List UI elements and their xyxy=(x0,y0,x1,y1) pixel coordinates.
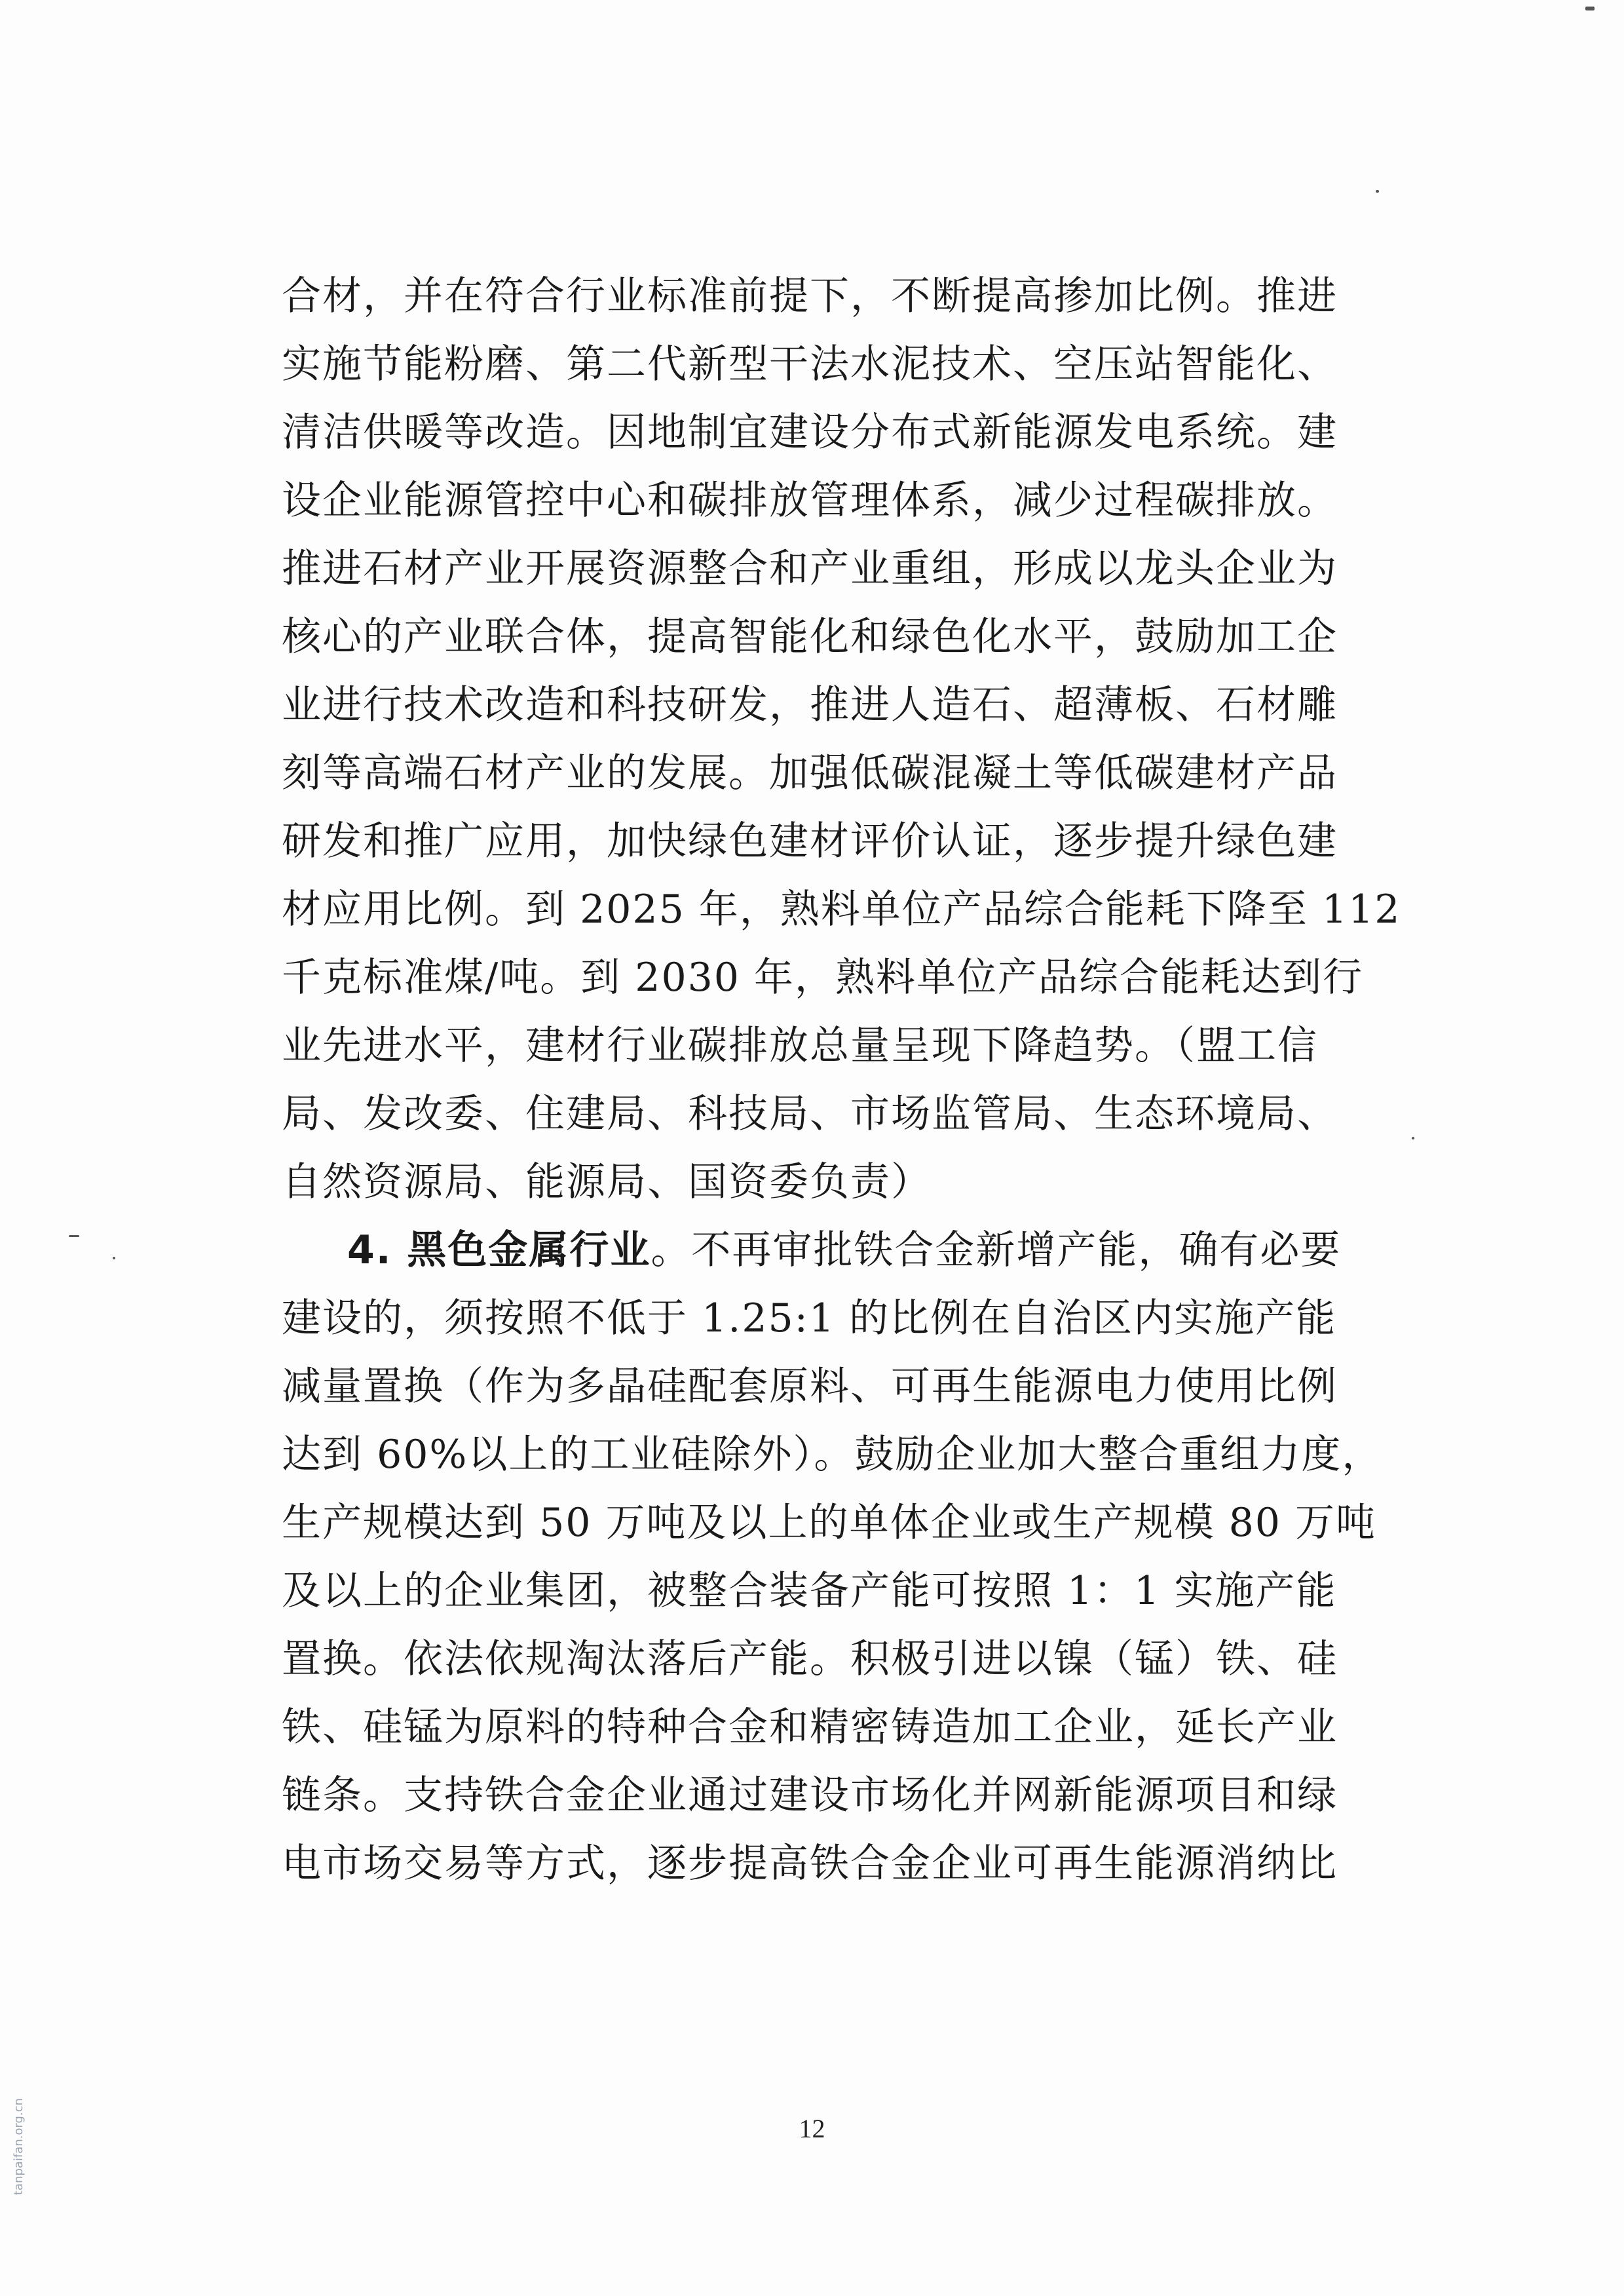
text-line: 及以上的企业集团，被整合装备产能可按照 1：1 实施产能 xyxy=(282,1568,1337,1614)
text-line: 建设的，须按照不低于 1.25:1 的比例在自治区内实施产能 xyxy=(282,1295,1337,1341)
text-line: 自然资源局、能源局、国资委负责） xyxy=(282,1159,932,1205)
text-line: 设企业能源管控中心和碳排放管理体系，减少过程碳排放。 xyxy=(282,478,1338,524)
text-line: 研发和推广应用，加快绿色建材评价认证，逐步提升绿色建 xyxy=(282,818,1338,864)
text-line: 清洁供暖等改造。因地制宜建设分布式新能源发电系统。建 xyxy=(282,410,1338,455)
section-heading-line xyxy=(282,1216,1382,1284)
text-line: 电市场交易等方式，逐步提高铁合金企业可再生能源消纳比 xyxy=(282,1841,1338,1886)
text-line: 置换。依法依规淘汰落后产能。积极引进以镍（锰）铁、硅 xyxy=(282,1636,1338,1682)
text-line: 合材，并在符合行业标准前提下，不断提高掺加比例。推进 xyxy=(282,273,1338,319)
scan-speck xyxy=(1376,190,1379,193)
section-heading-rest: 。不再审批铁合金新增产能，确有必要 xyxy=(651,1227,1342,1273)
section-heading: 4. 黑色金属行业 xyxy=(347,1227,651,1273)
scan-speck xyxy=(1412,1137,1414,1139)
scan-speck xyxy=(113,1257,115,1259)
text-line: 实施节能粉磨、第二代新型干法水泥技术、空压站智能化、 xyxy=(282,341,1338,387)
text-line: 材应用比例。到 2025 年，熟料单位产品综合能耗下降至 112 xyxy=(282,887,1401,932)
text-line: 生产规模达到 50 万吨及以上的单体企业或生产规模 80 万吨 xyxy=(282,1500,1376,1546)
text-line: 铁、硅锰为原料的特种合金和精密铸造加工企业，延长产业 xyxy=(282,1704,1338,1750)
text-line: 业先进水平，建材行业碳排放总量呈现下降趋势。（盟工信 xyxy=(282,1023,1318,1069)
text-line: 达到 60%以上的工业硅除外）。鼓励企业加大整合重组力度， xyxy=(282,1432,1383,1478)
watermark: tanpaifan.org.cn xyxy=(12,2098,26,2195)
body-text xyxy=(282,262,1401,1898)
text-line: 业进行技术改造和科技研发，推进人造石、超薄板、石材雕 xyxy=(282,682,1338,728)
scan-speck xyxy=(69,1235,79,1237)
text-line: 减量置换（作为多晶硅配套原料、可再生能源电力使用比例 xyxy=(282,1364,1338,1409)
text-line: 刻等高端石材产业的发展。加强低碳混凝土等低碳建材产品 xyxy=(282,750,1338,796)
text-line: 局、发改委、住建局、科技局、市场监管局、生态环境局、 xyxy=(282,1091,1338,1137)
page-number: 12 xyxy=(799,2114,825,2143)
text-line: 推进石材产业开展资源整合和产业重组，形成以龙头企业为 xyxy=(282,546,1338,592)
text-line: 核心的产业联合体，提高智能化和绿色化水平，鼓励加工企 xyxy=(282,614,1338,660)
text-line: 千克标准煤/吨。到 2030 年，熟料单位产品综合能耗达到行 xyxy=(282,955,1364,1001)
text-line: 链条。支持铁合金企业通过建设市场化并网新能源项目和绿 xyxy=(282,1772,1338,1818)
scan-speck xyxy=(1585,7,1595,10)
